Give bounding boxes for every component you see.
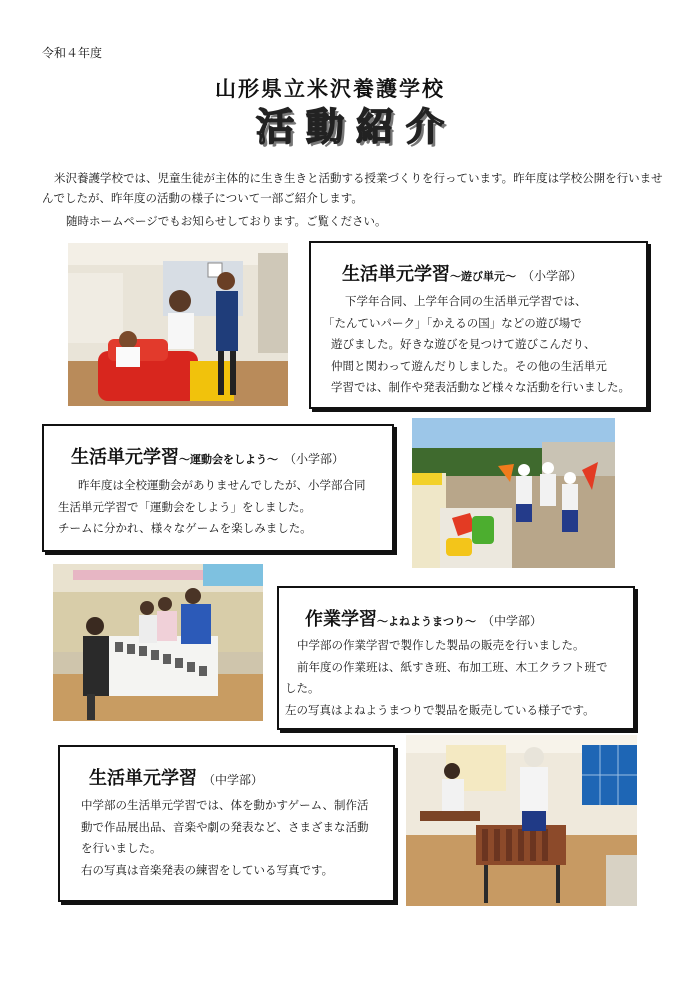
section-body [81,795,391,881]
section-work-learning [277,586,635,730]
section-dept: （中学部） [203,773,264,787]
section-heading [305,605,542,631]
fiscal-year: 令和４年度 [42,46,103,60]
section-title: 生活単元学習 [342,264,450,285]
section-body [58,475,390,540]
photo-play-unit [68,243,288,406]
section-heading [342,260,582,286]
body-line: した。 [285,681,320,695]
body-line: 生活単元学習で「運動会をしよう」をしました。 [58,499,311,514]
page-title: 活動紹介 [255,105,456,149]
section-dept: （中学部） [482,614,543,628]
body-line: 遊びました。好きな遊びを見つけて遊びこんだり、 [331,337,596,351]
homepage-notice: 随時ホームページでもお知らせしております。ご覧ください。 [66,214,387,228]
intro-paragraph: 米沢養護学校では、児童生徒が主体的に生き生きと活動する授業づくりを行っています。昨年度は学校公開を行いませんでしたが、昨年度の活動の様子について一部ご紹介します。 [42,171,663,205]
body-line: 仲間と関わって遊んだりしました。その他の生活単元 [331,358,607,373]
school-name: 山形県立米沢養護学校 [215,77,445,101]
section-body [323,291,645,399]
photo-sports-day [412,418,615,568]
section-heading [89,764,263,790]
photo-festival-sales [53,564,263,721]
body-line: 動で作品展出品、音楽や劇の発表など、さまざまな活動 [81,819,369,834]
photo-music-practice [406,735,637,906]
section-dept: （小学部） [284,452,345,466]
body-line: 前年度の作業班は、紙すき班、布加工班、木工クラフト班で [297,659,608,674]
section-music-presentation [58,745,395,902]
body-line: 左の写真はよねようまつりで製品を販売している様子です。 [285,702,595,717]
section-heading [71,443,344,469]
body-line: チームに分かれ、様々なゲームを楽しみました。 [58,521,312,535]
section-title: 生活単元学習 [71,447,179,468]
section-title: 作業学習 [305,609,377,630]
section-dept: （小学部） [522,269,583,283]
body-line: 昨年度は全校運動会がありませんでしたが、小学部合同 [78,478,366,492]
section-subtitle: ～遊び単元～ [450,270,516,283]
section-play-unit [309,241,648,409]
body-line: 「たんていパーク」「かえるの国」などの遊び場で [323,315,582,330]
section-body [285,635,631,721]
section-subtitle: ～よねようまつり～ [377,615,476,628]
body-line: 中学部の作業学習で製作した製品の販売を行いました。 [297,638,585,652]
body-line: 学習では、制作や発表活動など様々な活動を行いました。 [331,380,630,394]
body-line: を行いました。 [81,841,162,855]
body-line: 下学年合同、上学年合同の生活単元学習では、 [345,294,587,308]
section-subtitle: ～運動会をしよう～ [179,453,278,466]
section-title: 生活単元学習 [89,768,197,789]
body-line: 中学部の生活単元学習では、体を動かすゲーム、制作活 [81,798,369,812]
body-line: 右の写真は音楽発表の練習をしている写真です。 [81,862,334,877]
section-sports-day [42,424,394,552]
